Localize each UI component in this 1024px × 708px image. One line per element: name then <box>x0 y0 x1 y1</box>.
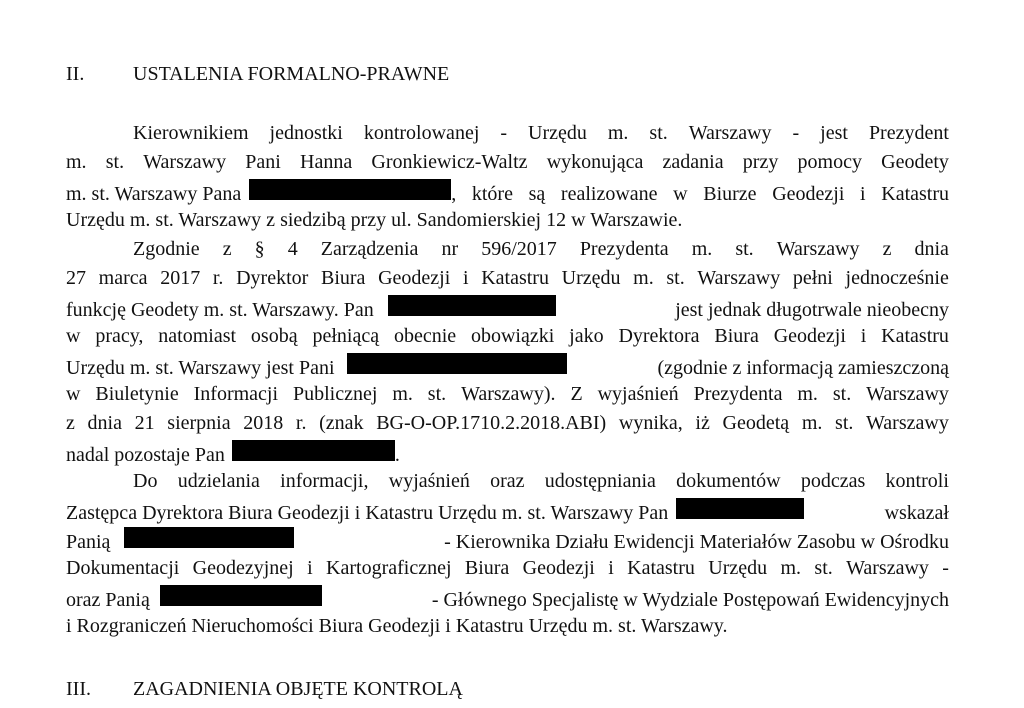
word: jako <box>569 325 604 347</box>
paragraph-line <box>66 353 949 380</box>
section-number: II. <box>66 63 85 85</box>
word: jest <box>820 122 848 144</box>
paragraph-line <box>66 266 949 290</box>
word: BG-O-OP.1710.2.2018.ABI) <box>376 412 607 434</box>
word: Geodetą <box>722 412 790 434</box>
paragraph-line <box>133 237 949 261</box>
word: z <box>66 412 75 434</box>
section-title: ZAGADNIENIA OBJĘTE KONTROLĄ <box>133 678 463 700</box>
word: Biura <box>320 267 366 289</box>
paragraph-line <box>66 440 400 467</box>
word: st. <box>814 557 833 579</box>
line-text: i Rozgraniczeń Nieruchomości Biura Geodezji i Katastru Urzędu m. st. Warszawy. <box>66 615 728 637</box>
paragraph-line <box>66 208 682 232</box>
paragraph-line <box>66 527 949 554</box>
word: Warszawy <box>776 238 860 260</box>
word: marca <box>98 267 148 289</box>
word: st. <box>105 151 125 173</box>
word: Katastru <box>481 267 549 289</box>
word: wyjaśnień <box>597 383 679 405</box>
word: osobą <box>250 325 298 347</box>
paragraph-line <box>133 469 949 493</box>
line-text: jest jednak długotrwale nieobecny <box>675 299 949 321</box>
paragraph-line <box>66 150 949 174</box>
word: Kierownikiem <box>133 122 249 144</box>
word: m. <box>780 557 802 579</box>
word: dokumentów <box>676 470 781 492</box>
word: udzielania <box>177 470 260 492</box>
word: obowiązki <box>470 325 555 347</box>
word: - <box>500 122 508 144</box>
word: wynika, <box>618 412 683 434</box>
word: 21 <box>134 412 155 434</box>
paragraph-line <box>66 585 949 612</box>
line-text: oraz Panią <box>66 589 150 611</box>
word: z <box>222 238 232 260</box>
word: Biuletynie <box>95 383 179 405</box>
word: Publicznej <box>292 383 378 405</box>
word: informacji, <box>280 470 369 492</box>
word: Warszawy <box>846 557 929 579</box>
word: 27 <box>66 267 86 289</box>
word: Do <box>133 470 158 492</box>
word: wykonująca <box>546 151 644 173</box>
redacted-name <box>676 498 804 519</box>
paragraph-line <box>66 556 949 580</box>
word: z <box>882 238 892 260</box>
line-text: Panią <box>66 531 111 553</box>
word: Warszawy <box>688 122 772 144</box>
word: Hanna <box>300 151 353 173</box>
word: (znak <box>319 412 364 434</box>
word: natomiast <box>158 325 237 347</box>
word: § <box>254 238 265 260</box>
line-text: - Głównego Specjalistę w Wydziale Postępowań Ewidencyjnych <box>431 589 949 611</box>
section-title: USTALENIA FORMALNO-PRAWNE <box>133 63 450 85</box>
word: Prezydenta <box>693 383 783 405</box>
section-number: III. <box>66 678 91 700</box>
paragraph-line <box>66 324 949 348</box>
word: dnia <box>914 238 949 260</box>
word: zadania <box>662 151 724 173</box>
section-heading-2 <box>66 62 449 86</box>
word: pełni <box>792 267 833 289</box>
word: m. <box>392 383 413 405</box>
word: Zarządzenia <box>320 238 419 260</box>
paragraph-line <box>66 411 949 435</box>
line-text: , które są realizowane w Biurze Geodezji i Katastru <box>451 183 949 205</box>
word: 596/2017 <box>481 238 557 260</box>
line-text: Urzędu m. st. Warszawy jest Pani <box>66 357 335 379</box>
word: st. <box>835 412 854 434</box>
line-text: m. st. Warszawy Pana <box>66 183 242 205</box>
word: st. <box>832 383 852 405</box>
word: i <box>307 557 313 579</box>
word: Urzędu <box>561 267 621 289</box>
word: sierpnia <box>167 412 231 434</box>
word: iż <box>695 412 710 434</box>
redacted-name <box>124 527 294 548</box>
word: Urzędu <box>528 122 587 144</box>
word: Pani <box>245 151 281 173</box>
word: Warszawy <box>143 151 227 173</box>
word: jednostki <box>269 122 343 144</box>
word: udostępniania <box>544 470 656 492</box>
word: Prezydent <box>868 122 949 144</box>
word: Biura <box>464 557 510 579</box>
word: pomocy <box>797 151 862 173</box>
word: Geodezji <box>522 557 595 579</box>
word: jednocześnie <box>845 267 949 289</box>
paragraph-line <box>66 614 728 638</box>
paragraph-line <box>66 179 949 206</box>
paragraph-line <box>66 382 949 406</box>
word: Kartograficznej <box>326 557 452 579</box>
word: podczas <box>800 470 866 492</box>
word: r. <box>295 412 307 434</box>
word: w <box>66 325 81 347</box>
paragraph-line <box>66 498 949 525</box>
word: nr <box>441 238 459 260</box>
paragraph-line <box>66 295 949 322</box>
word: wyjaśnień <box>388 470 470 492</box>
redacted-name <box>160 585 322 606</box>
line-text: - Kierownika Działu Ewidencji Materiałów Zasobu w Ośrodku <box>444 531 949 553</box>
word: Z <box>570 383 583 405</box>
word: Warszawy). <box>461 383 556 405</box>
word: i <box>608 557 614 579</box>
word: kontrolowanej <box>363 122 480 144</box>
word: st. <box>666 267 685 289</box>
word: i <box>462 267 469 289</box>
word: Dyrektora <box>618 325 700 347</box>
word: Warszawy <box>866 412 949 434</box>
word: Katastru <box>627 557 695 579</box>
word: Biura <box>714 325 759 347</box>
word: m. <box>607 122 629 144</box>
word: - <box>942 557 949 579</box>
word: 2018 <box>243 412 284 434</box>
word: Dyrektor <box>236 267 309 289</box>
line-text: wskazał <box>884 502 949 524</box>
redacted-name <box>249 179 451 200</box>
word: r. <box>212 267 224 289</box>
word: obecnie <box>393 325 457 347</box>
word: Warszawy <box>866 383 949 405</box>
word: 4 <box>287 238 298 260</box>
redacted-name <box>232 440 395 461</box>
word: pracy, <box>95 325 144 347</box>
word: i <box>860 325 867 347</box>
word: m. <box>633 267 654 289</box>
word: st. <box>735 238 754 260</box>
word: m. <box>691 238 713 260</box>
word: Geodezji <box>378 267 451 289</box>
word: przy <box>742 151 779 173</box>
redacted-name <box>388 295 556 316</box>
section-heading-3 <box>66 677 463 701</box>
word: 2017 <box>160 267 201 289</box>
word: oraz <box>490 470 525 492</box>
word: st. <box>427 383 447 405</box>
word: Dokumentacji <box>66 557 180 579</box>
line-text: (zgodnie z informacją zamieszczoną <box>657 357 949 379</box>
word: w <box>66 383 81 405</box>
word: m. <box>797 383 818 405</box>
redacted-name <box>347 353 567 374</box>
word: Warszawy <box>697 267 781 289</box>
line-text: nadal pozostaje Pan <box>66 444 225 466</box>
word: Gronkiewicz-Waltz <box>371 151 528 173</box>
paragraph-line <box>133 121 949 145</box>
word: st. <box>649 122 668 144</box>
word: m. <box>801 412 823 434</box>
word: Urzędu <box>708 557 768 579</box>
word: Katastru <box>881 325 949 347</box>
line-text: funkcję Geodety m. st. Warszawy. Pan <box>66 299 374 321</box>
word: Geodezji <box>773 325 846 347</box>
line-text: Urzędu m. st. Warszawy z siedzibą przy ul. Sandomierskiej 12 w Warszawie. <box>66 209 683 231</box>
line-text: Zastępca Dyrektora Biura Geodezji i Katastru Urzędu m. st. Warszawy Pan <box>66 502 669 524</box>
word: - <box>792 122 800 144</box>
word: kontroli <box>885 470 949 492</box>
word: Zgodnie <box>133 238 200 260</box>
word: pełniącą <box>312 325 380 347</box>
word: dnia <box>87 412 122 434</box>
word: Geodety <box>881 151 949 173</box>
word: Prezydenta <box>579 238 669 260</box>
word: Informacji <box>193 383 279 405</box>
word: m. <box>66 151 87 173</box>
line-text: . <box>394 444 400 466</box>
word: Geodezyjnej <box>192 557 294 579</box>
